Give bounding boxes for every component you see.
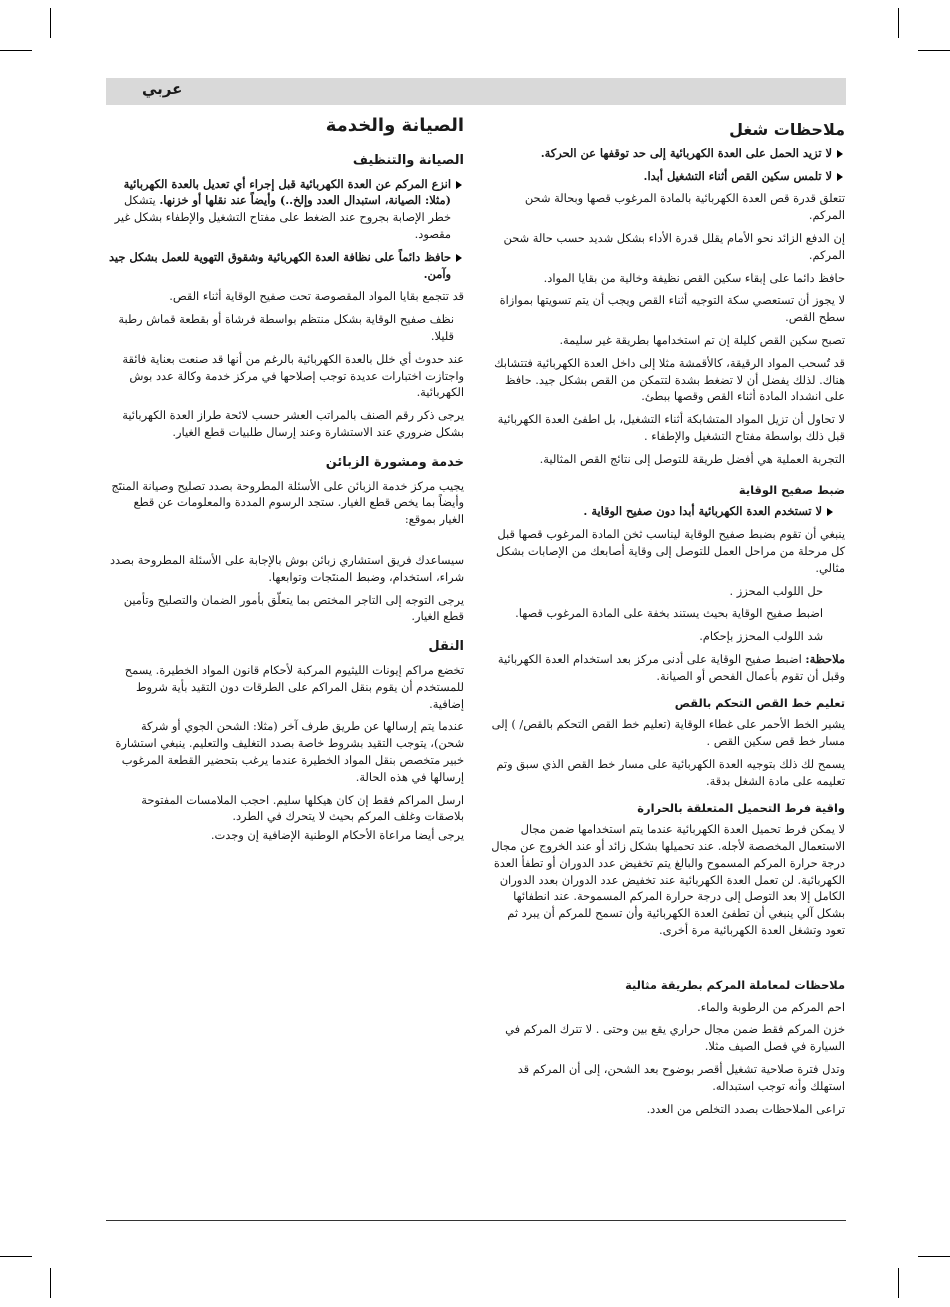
step-item: شد اللولب المحزز بإحكام. xyxy=(699,629,823,644)
indented-paragraph: نظف صفيح الوقاية بشكل منتظم بواسطة فرشاة أو بقطعة قماش رطبة قليلا. xyxy=(118,312,454,343)
paragraph: وتدل فترة صلاحية تشغيل أقصر بوضوح بعد الشحن، إلى أن المركم قد استهلك وأنه توجب استبداله. xyxy=(517,1062,845,1093)
paragraph: عندما يتم إرسالها عن طريق طرف آخر (مثلا: الشحن الجوي أو شركة شحن)، يتوجب التقيد بشروط خاصة بصدد التغليف والتعليم. ينبغي استشارة خبير متخصص بنقل المواد الخطيرة عندما يرغب بتحضير القطعة المرغوب إرسالها في هذه الحالة. xyxy=(115,719,464,784)
paragraph: حافظ دائما على إبقاء سكين القص نظيفة وخالية من بقايا المواد. xyxy=(543,270,845,285)
paragraph: التجربة العملية هي أفضل طريقة للتوصل إلى نتائج القص المثالية. xyxy=(539,451,845,466)
maintenance-cleaning-title: الصيانة والتنظيف xyxy=(352,152,464,168)
crop-mark xyxy=(0,50,32,51)
paragraph: ينبغي أن تقوم بضبط صفيح الوقاية ليناسب ثخن المادة المرغوب قصها قبل كل مرحلة من مراحل العمل للتوصل إلى وقاية أصابعك من الإصابات بشكل مثالي. xyxy=(496,527,845,575)
note-paragraph xyxy=(490,651,845,685)
warning-item: حافظ دائماً على نظافة العدة الكهربائية وشقوق التهوية للعمل بشكل جيد وآمن. xyxy=(106,249,464,283)
paragraph: يجيب مركز خدمة الزبائن على الأسئلة المطروحة بصدد تصليح وصيانة المنتَج وأيضاً بما يخص قطع الغيار. ستجد الرسوم المددة والمعلومات عن قطع الغيار بموقع: xyxy=(111,478,464,527)
paragraph: يسمح لك ذلك بتوجيه العدة الكهربائية على مسار خط القص الذي سبق وتم تعليمه على مادة الشغل بدقة. xyxy=(496,756,845,788)
paragraph: تتعلق قدرة قص العدة الكهربائية بالمادة المرغوب قصها وبحالة شحن المركم. xyxy=(524,191,845,223)
paragraph: يرجى ذكر رقم الصنف بالمراتب العشر حسب لائحة طراز العدة الكهربائية بشكل ضروري عند الاستشارة وعند إرسال طلبيات قطع الغيار. xyxy=(122,408,464,439)
step-item: حل اللولب المحزز . xyxy=(729,583,823,598)
paragraph: قد تُسحب المواد الرقيقة، كالأقمشة مثلا إلى داخل العدة الكهربائية فتتشابك هناك. لذلك يفضل أن لا تضغط بشدة لتتمكن من القص بشكل جيد. حافظ على انشداد المادة أثناء القص وقصها ببطئ. xyxy=(494,355,845,404)
warning-item xyxy=(106,176,464,243)
paragraph: تراعى الملاحظات بصدد التخلص من العدد. xyxy=(646,1101,845,1116)
paragraph: لا تحاول أن تزيل المواد المتشابكة أثناء التشغيل، بل اطفئ العدة الكهربائية قبل ذلك بواسطة مفتاح التشغيل والإطفاء . xyxy=(497,412,845,443)
operation-notes-title: ملاحظات شغل xyxy=(729,120,845,139)
paragraph: لا يجوز أن تستعصي سكة التوجيه أثناء القص ويجب أن يتم تسويتها بموازاة سطح القص. xyxy=(499,293,845,325)
warning-item: لا تزيد الحمل على العدة الكهربائية إلى حد توقفها عن الحركة. xyxy=(490,145,845,162)
spacer xyxy=(106,534,464,552)
warning-bold-text: انزع المركم عن العدة الكهربائية قبل إجراء أي تعديل بالعدة الكهربائية (مثلا: الصيانة، استبدال العدد وإلخ..) وأيضاً عند نقلها أو خزنها. xyxy=(123,176,451,208)
warning-item: لا تلمس سكين القص أثناء التشغيل أبدا. xyxy=(490,168,845,185)
paragraph: يشير الخط الأحمر على غطاء الوقاية (تعليم خط القص التحكم بالقص/ ) إلى مسار خط قص سكين القص . xyxy=(491,717,845,749)
spacer xyxy=(490,945,845,967)
cut-line-title: تعليم خط القص التحكم بالقص xyxy=(674,695,845,710)
language-header-bar xyxy=(106,78,846,105)
note-label: ملاحظة: xyxy=(805,651,845,666)
crop-mark xyxy=(898,8,899,38)
transport-title: النقل xyxy=(428,639,464,655)
crop-mark xyxy=(918,1256,950,1257)
language-label: عربي xyxy=(142,80,183,98)
paragraph: ارسل المراكم فقط إن كان هيكلها سليم. احجب الملامسات المفتوحة بلاصقات وغلف المركم بحيث لا يتحرك في الطرد. xyxy=(141,792,464,824)
crop-mark xyxy=(50,1268,51,1298)
paragraph: يرجى التوجه إلى التاجر المختص بما يتعلّق بأمور الضمان والتصليح وتأمين قطع الغيار. xyxy=(123,592,464,624)
crop-mark xyxy=(50,8,51,38)
crop-mark xyxy=(898,1268,899,1298)
paragraph: يرجى أيضا مراعاة الأحكام الوطنية الإضافية إن وجدت. xyxy=(210,828,464,843)
paragraph: احم المركم من الرطوبة والماء. xyxy=(697,999,845,1014)
left-column xyxy=(106,116,464,850)
customer-service-title: خدمة ومشورة الزبائن xyxy=(325,454,464,470)
paragraph: سيساعدك فريق استشاري زبائن بوش بالإجابة على الأسئلة المطروحة بصدد شراء، استخدام، وضبط المنتَجات وتوابعها. xyxy=(109,552,464,584)
guard-adjust-title: ضبط صفيح الوقاية xyxy=(738,482,845,497)
paragraph: قد تتجمع بقايا المواد المقصوصة تحت صفيح الوقاية أثناء القص. xyxy=(169,289,464,304)
paragraph: خزن المركم فقط ضمن مجال حراري يقع بين وحتى . لا تترك المركم في السيارة في فصل الصيف مثلا. xyxy=(505,1022,845,1054)
step-item: اضبط صفيح الوقاية بحيث يستند بخفة على المادة المرغوب قصها. xyxy=(515,606,823,621)
note-text: اضبط صفيح الوقاية على أدنى مركز بعد استخدام العدة الكهربائية وقبل أن تقوم بأعمال الفحص أو الصيانة. xyxy=(497,651,845,683)
paragraph: إن الدفع الزائد نحو الأمام يقلل قدرة الأداء بشكل شديد حسب حالة شحن المركم. xyxy=(503,230,845,262)
paragraph: تخضع مراكم إيونات الليثيوم المركبة لأحكام قانون المواد الخطيرة. يسمح للمستخدم أن يقوم بنقل المراكم على الطرقات دون التقيد بأية شروط إضافية. xyxy=(124,662,464,711)
paragraph: تصبح سكين القص كليلة إن تم استخدامها بطريقة غير سليمة. xyxy=(559,332,845,347)
crop-mark xyxy=(0,1256,32,1257)
crop-mark xyxy=(918,50,950,51)
paragraph: لا يمكن فرط تحميل العدة الكهربائية عندما يتم استخدامها ضمن مجال الاستعمال المخصصة لأجله. عند تحميلها بشكل زائد أو عند الخروج عن مجال درجة حرارة المركم المسموح والبالغ يتم تخفيض عدد الدوران أو تطفأ العدة الكهربائية. لن تعمل العدة الكهربائية عند تخفيض عدد الدوران بعدد الدوران الكامل إلا بعد التوصل إلى درجة حرارة المركم المسموحة. عند انطفائها بشكل آلي ينبغي أن تطفئ العدة الكهربائية وأن تسمح للمركم أن يبرد ثم تعود وتشغل العدة الكهربائية مرة أخرى. xyxy=(491,822,845,938)
overheat-title: واقية فرط التحميل المتعلقة بالحرارة xyxy=(637,800,845,815)
warning-item: لا تستخدم العدة الكهربائية أبدا دون صفيح الوقاية . xyxy=(490,503,835,520)
paragraph: عند حدوث أي خلل بالعدة الكهربائية بالرغم من أنها قد صنعت بعناية فائقة واجتازت اختبارات عديدة توجب إصلاحها في مركز خدمة وكالة عدد بوش الكهربائية. xyxy=(122,351,464,400)
battery-title: ملاحظات لمعاملة المركم بطريقة مثالية xyxy=(625,977,845,992)
maintenance-service-title: الصيانة والخدمة xyxy=(325,115,464,136)
footer-divider xyxy=(106,1220,846,1221)
warning-plain-text: يتشكل خطر الإصابة بجروح عند الضغط على مفتاح التشغيل والإطفاء بشكل غير مقصود. xyxy=(114,193,451,241)
right-column xyxy=(490,116,845,1123)
